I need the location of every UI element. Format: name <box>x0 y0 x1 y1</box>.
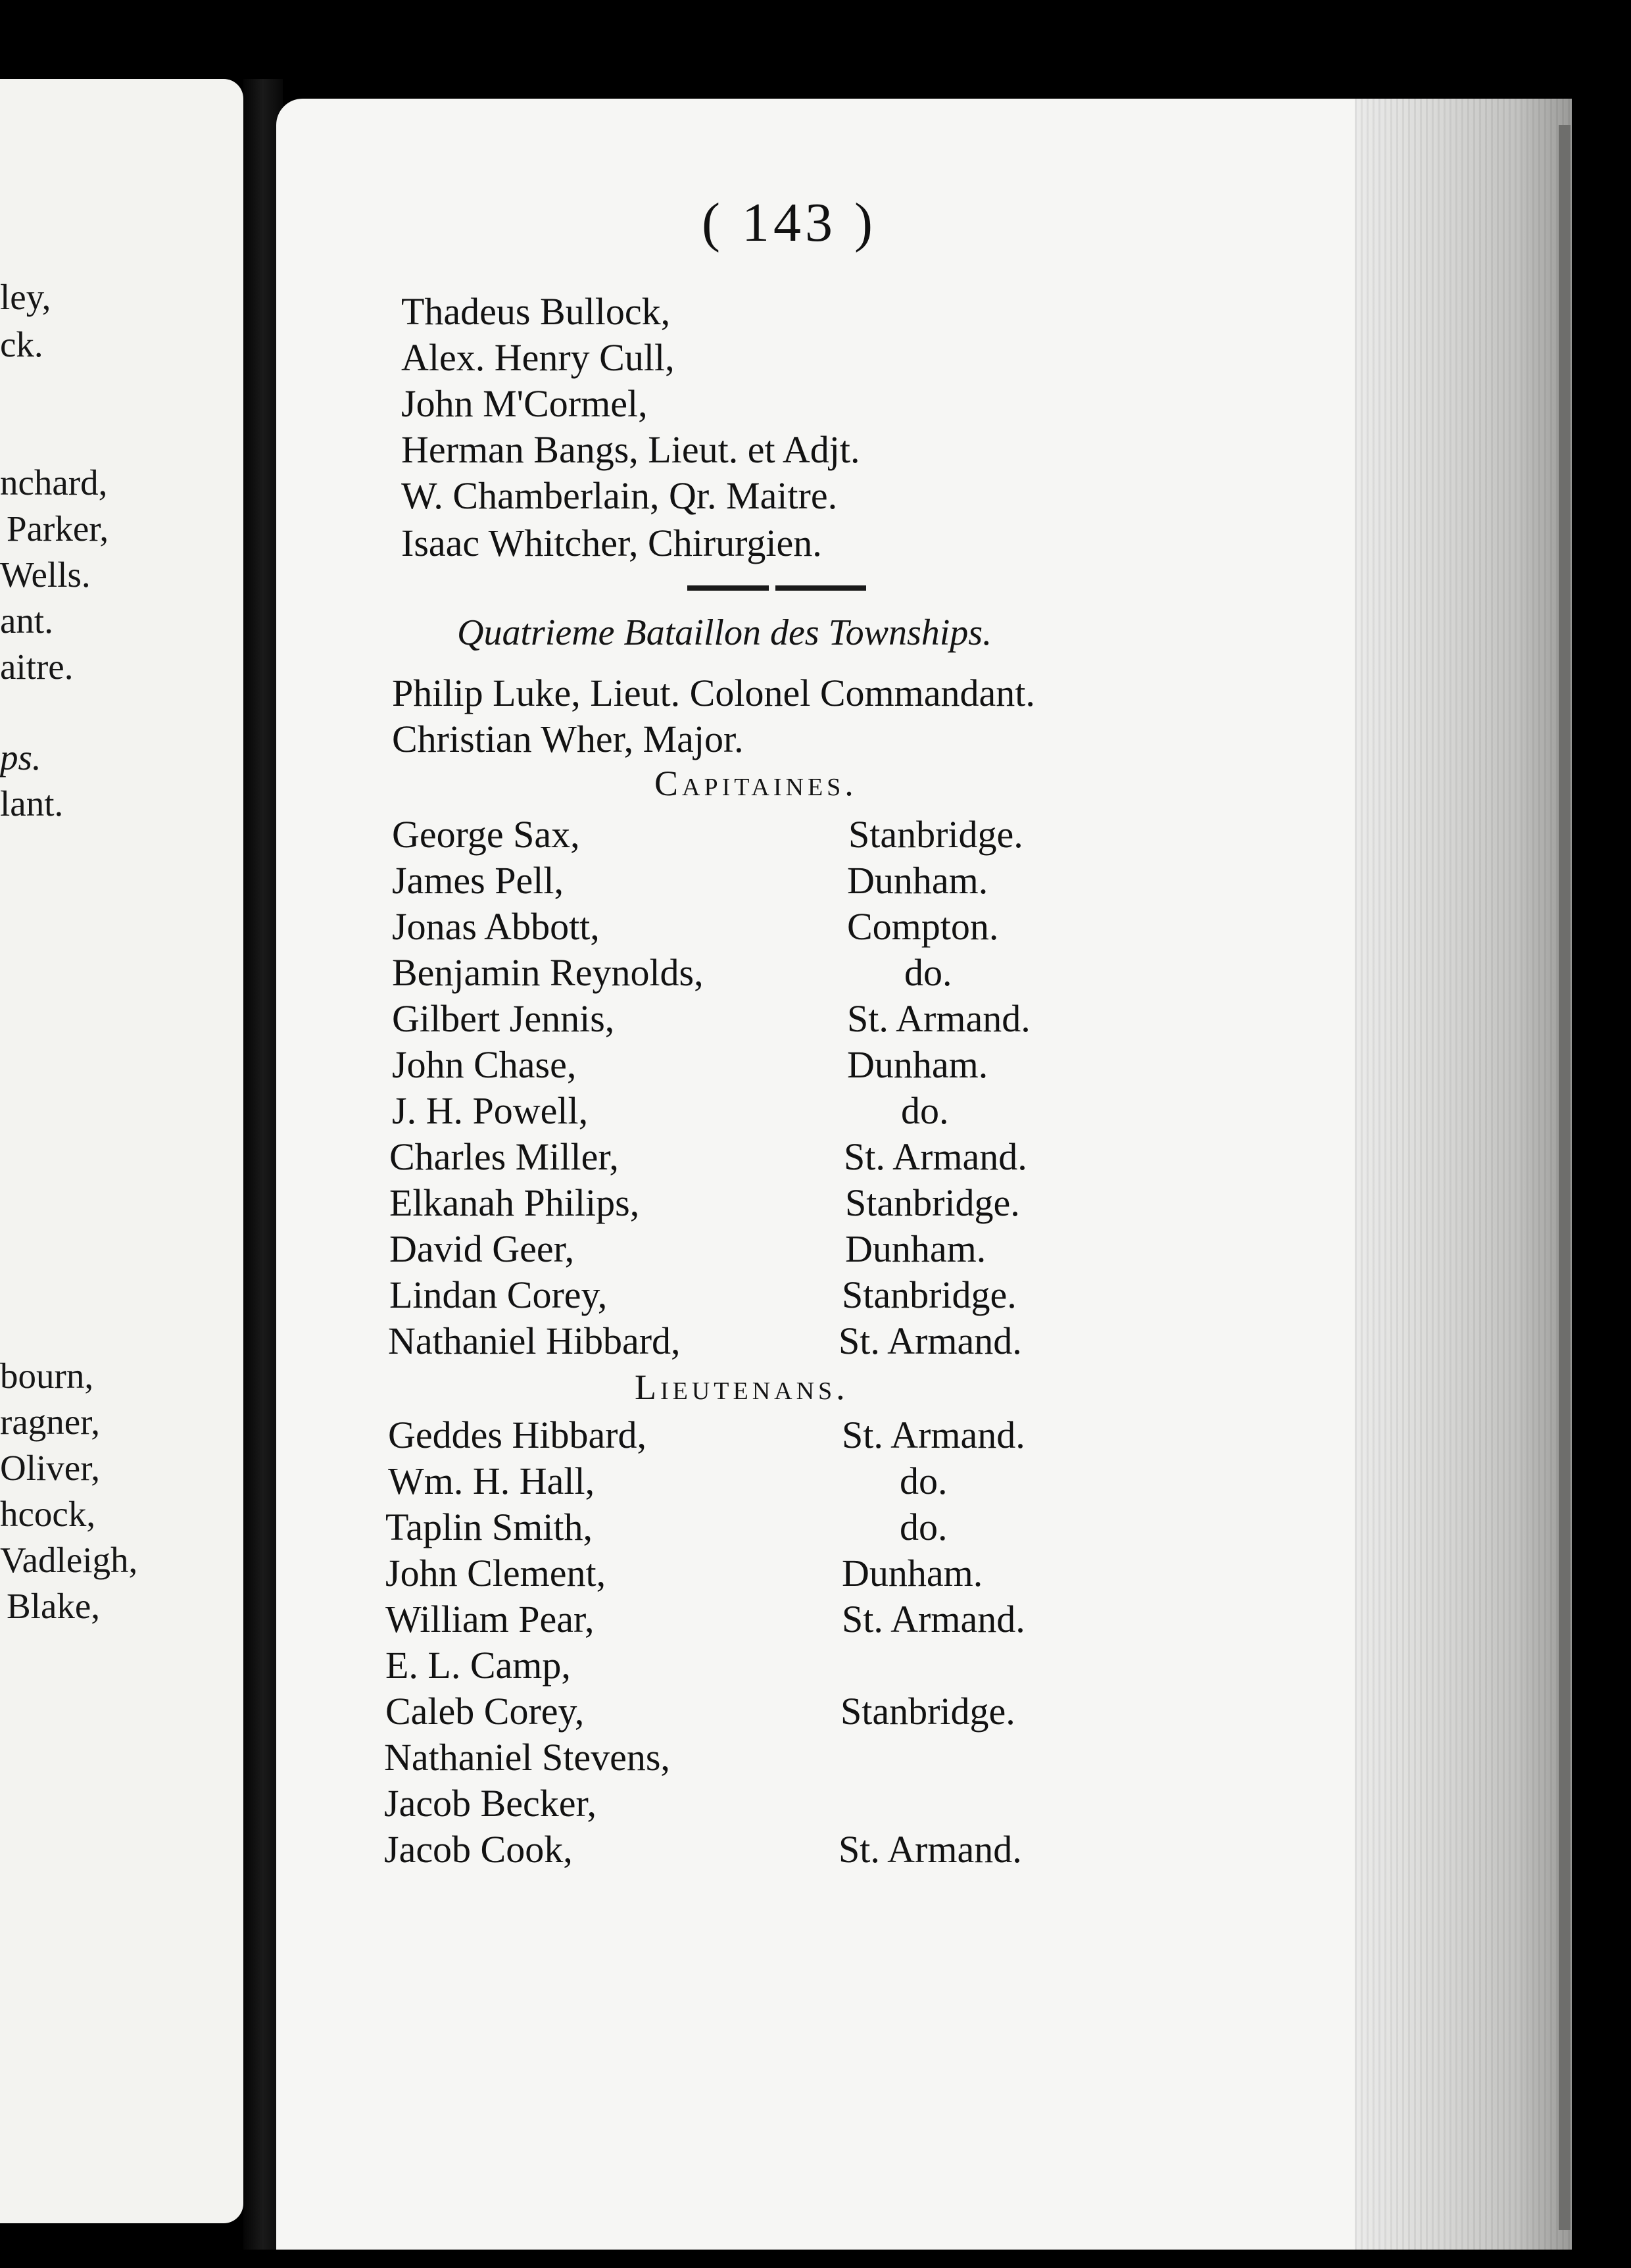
lieutenant-name: John Clement, <box>385 1552 606 1594</box>
capitaine-place: Compton. <box>847 905 999 948</box>
page-number: ( 143 ) <box>702 192 877 253</box>
lieutenant-name: Jacob Cook, <box>384 1828 573 1871</box>
lieutenant-name: William Pear, <box>385 1598 595 1640</box>
officer-line: Philip Luke, Lieut. Colonel Commandant. <box>392 672 1035 714</box>
capitaine-name: Elkanah Philips, <box>389 1181 640 1224</box>
top-list-line: Isaac Whitcher, Chirurgien. <box>401 522 822 564</box>
capitaine-name: Lindan Corey, <box>389 1273 608 1316</box>
left-page-line: Parker, <box>7 508 109 549</box>
left-page-line: aitre. <box>0 647 74 687</box>
capitaine-place: Stanbridge. <box>848 813 1023 856</box>
lieutenant-place: do. <box>900 1460 948 1502</box>
capitaine-name: Jonas Abbott, <box>392 905 600 948</box>
officer-line: Christian Wher, Major. <box>392 718 744 760</box>
left-page-line: Vadleigh, <box>0 1540 138 1580</box>
left-page-line: ant. <box>0 601 53 641</box>
lieutenant-place: Dunham. <box>842 1552 983 1594</box>
lieutenant-place: St. Armand. <box>842 1598 1025 1640</box>
left-page-line: hcock, <box>0 1494 96 1534</box>
capitaine-name: Benjamin Reynolds, <box>392 951 704 994</box>
left-page-line: lant. <box>0 783 64 824</box>
capitaines-heading: Capitaines. <box>654 764 858 803</box>
capitaine-name: George Sax, <box>392 813 580 856</box>
lieutenans-heading: Lieutenans. <box>635 1368 849 1407</box>
top-list-line: Thadeus Bullock, <box>401 290 671 333</box>
capitaine-name: J. H. Powell, <box>392 1089 589 1132</box>
lieutenant-name: Wm. H. Hall, <box>388 1460 595 1502</box>
top-list-line: Herman Bangs, Lieut. et Adjt. <box>401 428 860 471</box>
lieutenant-place: St. Armand. <box>839 1828 1022 1871</box>
left-page-line: ley, <box>0 277 51 317</box>
capitaine-place: do. <box>901 1089 949 1132</box>
capitaine-place: St. Armand. <box>847 997 1031 1040</box>
section-divider <box>687 585 866 591</box>
capitaine-place: St. Armand. <box>844 1135 1027 1178</box>
left-page-line: bourn, <box>0 1356 94 1396</box>
lieutenant-place: do. <box>900 1506 948 1548</box>
capitaine-name: Charles Miller, <box>389 1135 619 1178</box>
page-edge-shadow <box>1559 125 1570 2230</box>
lieutenant-place: Stanbridge. <box>840 1690 1015 1733</box>
capitaine-name: Nathaniel Hibbard, <box>388 1319 681 1362</box>
page-edge <box>1355 99 1572 2250</box>
capitaine-place: Dunham. <box>847 1043 988 1086</box>
capitaine-place: Stanbridge. <box>845 1181 1020 1224</box>
top-list-line: Alex. Henry Cull, <box>401 336 675 379</box>
capitaine-name: John Chase, <box>392 1043 577 1086</box>
capitaine-name: James Pell, <box>392 859 564 902</box>
capitaine-place: St. Armand. <box>839 1319 1022 1362</box>
capitaine-name: David Geer, <box>389 1227 575 1270</box>
lieutenant-name: E. L. Camp, <box>385 1644 571 1687</box>
left-page <box>0 79 243 2223</box>
top-list-line: W. Chamberlain, Qr. Maitre. <box>401 474 838 517</box>
left-page-line: Oliver, <box>0 1448 101 1488</box>
capitaine-place: Dunham. <box>847 859 988 902</box>
left-page-line: ps. <box>0 737 41 777</box>
lieutenant-name: Caleb Corey, <box>385 1690 585 1733</box>
lieutenant-name: Jacob Becker, <box>384 1782 596 1825</box>
left-page-line: ck. <box>0 324 43 364</box>
lieutenant-name: Taplin Smith, <box>385 1506 593 1548</box>
lieutenant-place: St. Armand. <box>842 1414 1025 1456</box>
left-page-line: Wells. <box>0 555 91 595</box>
top-list-line: John M'Cormel, <box>401 382 648 425</box>
section-title: Quatrieme Bataillon des Townships. <box>457 612 992 653</box>
left-page-line: ragner, <box>0 1402 101 1442</box>
lieutenant-name: Nathaniel Stevens, <box>384 1736 670 1779</box>
left-page-line: Blake, <box>7 1586 101 1626</box>
left-page-line: nchard, <box>0 462 108 503</box>
lieutenant-name: Geddes Hibbard, <box>388 1414 647 1456</box>
capitaine-place: Stanbridge. <box>842 1273 1017 1316</box>
capitaine-place: Dunham. <box>845 1227 986 1270</box>
capitaine-name: Gilbert Jennis, <box>392 997 615 1040</box>
capitaine-place: do. <box>904 951 952 994</box>
